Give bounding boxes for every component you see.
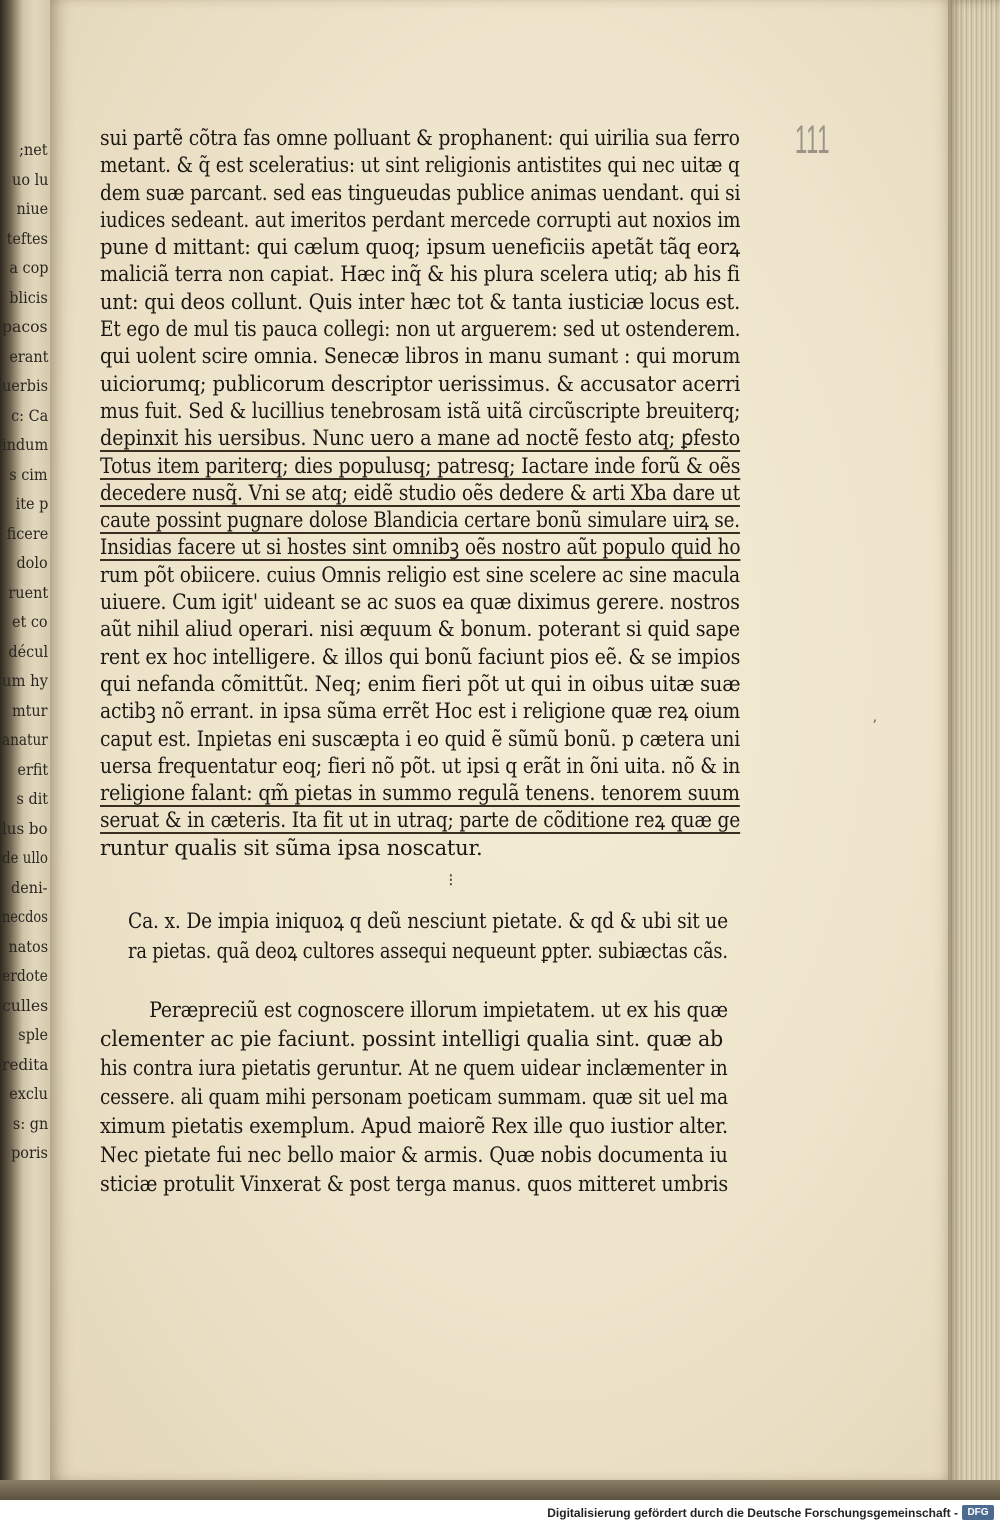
- text-line: caute possint pugnare dolose Blandicia certare bonũ simulare uirꝝ se.: [100, 508, 740, 533]
- facing-page-fragment: décul: [8, 641, 48, 661]
- text-line: dem suæ parcant. sed eas tingueudas publice animas uendant. qui si: [100, 180, 741, 205]
- text-line: caput est. Inpietas eni suscæpta i eo quid ẽ sũmũ bonũ. p cætera uni: [100, 726, 741, 751]
- scan-bottom-edge: [0, 1480, 1000, 1500]
- facing-page-fragment: teftes: [6, 228, 48, 248]
- chapter-text-line: Peræpreciũ est cognoscere illorum impietatem. ut ex his quæ: [149, 998, 728, 1022]
- chapter-text-block: [100, 996, 740, 1199]
- facing-page-fragment: niue: [16, 199, 48, 218]
- text-line: uersa frequentatur eoq; fieri nõ põt. ut ipsi q erãt in õni uita. nõ & in: [100, 753, 741, 778]
- facing-page-fragment: s: gn: [12, 1113, 48, 1133]
- chapter-heading: [128, 906, 748, 966]
- text-line: maliciã terra non capiat. Hæc inq̃ & his plura scelera utiq; ab his fi: [100, 262, 740, 287]
- chapter-text-line: cessere. ali quam mihi personam poeticam summam. quæ sit uel ma: [100, 1085, 728, 1109]
- facing-page-fragment: um hy: [2, 671, 48, 690]
- text-line: qui nefanda cõmittũt. Neq; enim fieri põt ut qui in oibus uitæ suæ: [100, 671, 741, 696]
- facing-page-fragment: culles: [1, 995, 48, 1015]
- facing-page-fragment: mtur: [12, 700, 48, 720]
- facing-page-fragment: anatur: [2, 730, 48, 749]
- ink-speck: ⁝: [448, 870, 454, 891]
- text-line: uiuere. Cum igit' uideant se ac suos ea quæ diximus gerere. nostros: [100, 590, 740, 615]
- facing-page-fragment: dolo: [16, 553, 48, 572]
- chapter-text-line: his contra iura pietatis geruntur. At ne quem uidear inclæmenter in: [100, 1056, 728, 1080]
- text-line: qui uolent scire omnia. Senecæ libros in manu sumant : qui morum: [100, 344, 741, 369]
- chapter-text-line: Nec pietate fui nec bello maior & armis. Quæ nobis documenta iu: [100, 1143, 728, 1167]
- facing-page-fragment: exclu: [9, 1084, 48, 1103]
- text-line: uiciorumq; publicorum descriptor uerissimus. & accusator acerri: [100, 371, 741, 396]
- main-text-block: [100, 125, 740, 862]
- text-line: Insidias facere ut si hostes sint omnibꝫ oẽs nostro aũt populo quid ho: [100, 535, 741, 560]
- facing-page-fragment: uerbis: [2, 376, 48, 395]
- footer-bar: [0, 1500, 1000, 1525]
- text-line: metant. & q̃ est sceleratius: ut sint religionis antistites qui nec uitæ q: [100, 153, 740, 178]
- text-line: sui partẽ cõtra fas omne polluant & prophanent: qui uirilia sua ferro: [100, 126, 740, 150]
- text-line: actibꝫ nõ errant. in ipsa sũma errẽt Hoc est i religione quæ reꝝ oium: [100, 699, 741, 724]
- folio-number: 111: [795, 118, 831, 162]
- facing-page-fragment: erdote: [2, 966, 48, 985]
- facing-page-fragment: indum: [1, 435, 48, 454]
- text-line: depinxit his uersibus. Nunc uero a mane ad noctẽ festo atq; ꝑfesto: [100, 426, 741, 451]
- facing-page-fragment: deni-: [11, 877, 48, 897]
- text-line: Totus item pariterq; dies populusq; patresq; Iactare inde forũ & oẽs: [100, 453, 741, 478]
- facing-page-fragment: ;net: [19, 140, 48, 159]
- facing-page-fragment: s dit: [16, 789, 48, 808]
- facing-page-fragment: a cop: [8, 258, 48, 277]
- text-line: pune d mittant: qui cælum quoq; ipsum ueneficiis apetãt tãq eorꝝ: [100, 235, 741, 260]
- text-line: Et ego de mul tis pauca collegi: non ut arguerem: sed ut ostenderem.: [100, 317, 741, 342]
- facing-page-fragment: de ullo: [2, 848, 48, 867]
- facing-page-fragment: lus bo: [2, 818, 48, 838]
- facing-page-fragment: ruent: [8, 582, 48, 602]
- chapter-text-line: ximum pietatis exemplum. Apud maiorẽ Rex ille quo iustior alter.: [100, 1114, 729, 1138]
- funding-credit: Digitalisierung gefördert durch die Deutsche Forschungsgemeinschaft -: [547, 1506, 958, 1520]
- facing-page-fragment: erant: [8, 346, 48, 366]
- pencil-mark: ʼ: [872, 718, 877, 734]
- text-line: decedere nusq̃. Vni se atq; eidẽ studio oẽs dedere & arti Xba dare ut: [100, 480, 740, 505]
- facing-page-fragment: pacos: [2, 317, 48, 336]
- facing-page-fragment: ite p: [15, 494, 48, 513]
- chapter-text-line: clementer ac pie faciunt. possint intelligi qualia sint. quæ ab: [100, 1027, 724, 1051]
- page-stack-edges: [948, 0, 1000, 1500]
- facing-page-fragment: blicis: [9, 287, 48, 307]
- facing-page-fragment: poris: [11, 1143, 48, 1162]
- facing-page-fragment: redita: [1, 1054, 48, 1074]
- facing-page-fragment: et co: [12, 612, 48, 631]
- facing-page-fragment: ficere: [6, 523, 48, 543]
- text-line: unt: qui deos collunt. Quis inter hæc tot & tanta iusticiæ locus est.: [100, 289, 741, 314]
- facing-page-fragment: sple: [18, 1025, 48, 1044]
- facing-page-fragment: necdos: [2, 907, 48, 926]
- text-line: religione falant: qm̃ pietas in summo regulã tenens. tenorem suum: [100, 781, 740, 806]
- text-line: iudices sedeant. aut imeritos perdant mercede corrupti aut noxios im: [100, 207, 741, 232]
- text-line: mus fuit. Sed & lucillius tenebrosam istã uitã circũscripte breuiterq;: [100, 398, 741, 423]
- heading-line: ra pietas. quã deoꝝ cultores assequi nequeunt ꝑpter. subiæctas cãs.: [128, 939, 728, 963]
- facing-page-fragment: c: Ca: [10, 405, 48, 425]
- text-line: seruat & in cæteris. Ita fit ut in utraq; parte de cõditione reꝝ quæ ge: [100, 808, 741, 833]
- text-line: runtur qualis sit sũma ipsa noscatur.: [100, 835, 483, 860]
- text-line: rent ex hoc intelligere. & illos qui bonũ faciunt pios eẽ. & se impios: [100, 644, 741, 669]
- facing-page-fragment: uo lu: [11, 169, 48, 189]
- dfg-logo: DFG: [962, 1505, 994, 1520]
- heading-line: Ca. x. De impia iniquoꝝ q deũ nesciunt pietate. & qd & ubi sit ue: [128, 909, 728, 933]
- facing-page-fragment: erfit: [17, 759, 48, 779]
- facing-page-fragment: s cim: [9, 464, 48, 484]
- text-line: aũt nihil aliud operari. nisi æquum & bonum. poterant si quid sape: [100, 617, 740, 642]
- chapter-text-line: sticiæ protulit Vinxerat & post terga manus. quos mitteret umbris: [100, 1172, 728, 1196]
- facing-page-fragment: natos: [8, 936, 48, 956]
- text-line: rum põt obiicere. cuius Omnis religio est sine scelere ac sine macula: [100, 562, 740, 587]
- facing-page-edge: [0, 0, 50, 1500]
